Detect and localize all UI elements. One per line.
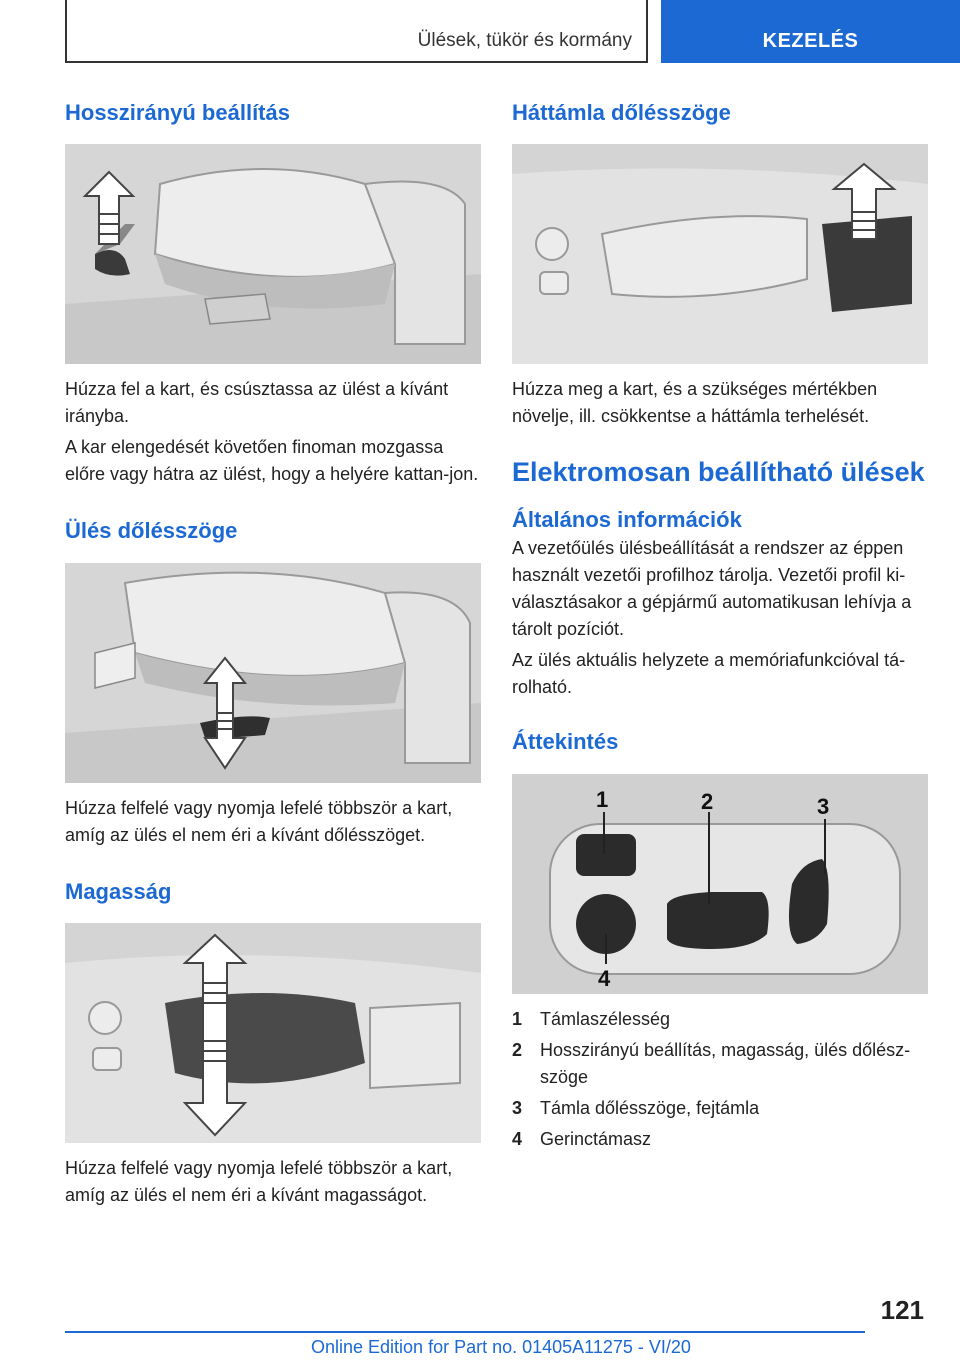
heading-electric-seats: Elektromosan beállítható ülések — [512, 457, 925, 488]
heading-longitudinal: Hosszirányú beállítás — [65, 100, 290, 125]
heading-backrest-tilt: Háttámla dőlésszöge — [512, 100, 731, 125]
figure-seat-height — [65, 923, 481, 1143]
paragraph: Az ülés aktuális helyzete a memóriafunkcióval tá-rolható. — [512, 650, 906, 698]
paragraph: A vezetőülés ülésbeállítását a rendszer az éppen használt vezetői profilhoz tárolja. Vezetői profil ki-választásakor a gépjármű automatikusan lehívja a tárolt pozíciót. — [512, 538, 912, 640]
legend-text: Gerinctámasz — [540, 1128, 652, 1149]
section-label: KEZELÉS — [762, 30, 859, 52]
paragraph: Húzza fel a kart, és csúsztassa az ülést a kívánt irányba. — [65, 379, 449, 427]
callout-3: 3 — [817, 793, 830, 819]
figure-seat-tilt — [65, 563, 481, 783]
paragraph: A kar elengedését követően finoman mozgassa előre vagy hátra az ülést, hogy a helyére kattan-jon. — [65, 437, 479, 485]
right-column — [512, 100, 928, 1153]
callout-2: 2 — [701, 788, 714, 814]
footer-divider — [65, 1331, 865, 1333]
heading-height: Magasság — [65, 878, 172, 904]
legend-number: 4 — [512, 1128, 523, 1149]
legend-text: Hosszirányú beállítás, magasság, ülés dőlész-szöge — [540, 1039, 911, 1087]
legend-text: Támlaszélesség — [540, 1008, 671, 1029]
header-chapter-box — [65, 0, 648, 63]
left-column — [65, 100, 481, 1209]
heading-seat-tilt: Ülés dőlésszöge — [65, 518, 238, 544]
legend-number: 2 — [512, 1039, 523, 1060]
legend-item — [512, 1037, 928, 1091]
header-section-tab — [661, 0, 960, 63]
footer-edition-text: Online Edition for Part no. 01405A11275 - VI/20 — [311, 1337, 691, 1357]
callout-1: 1 — [596, 786, 609, 812]
legend-number: 3 — [512, 1097, 523, 1118]
legend-item — [512, 1095, 928, 1122]
figure-seat-controls-overview — [512, 774, 928, 994]
legend-item — [512, 1006, 928, 1033]
legend-number: 1 — [512, 1008, 523, 1029]
paragraph: Húzza felfelé vagy nyomja lefelé többször a kart, amíg az ülés el nem éri a kívánt dőlésszöget. — [65, 797, 453, 845]
callout-4: 4 — [598, 965, 611, 991]
chapter-title: Ülések, tükör és kormány — [417, 30, 632, 51]
legend-list — [512, 1006, 928, 1153]
page-number: 121 — [880, 1295, 924, 1325]
heading-general-info: Általános információk — [512, 506, 742, 532]
paragraph: Húzza meg a kart, és a szükséges mértékben növelje, ill. csökkentse a háttámla terhelését. — [512, 379, 878, 427]
figure-seat-longitudinal — [65, 144, 481, 364]
legend-text: Támla dőlésszöge, fejtámla — [540, 1097, 760, 1118]
legend-item — [512, 1126, 928, 1153]
figure-backrest-tilt — [512, 144, 928, 364]
paragraph: Húzza felfelé vagy nyomja lefelé többször a kart, amíg az ülés el nem éri a kívánt magasságot. — [65, 1158, 453, 1206]
heading-overview: Áttekintés — [512, 729, 619, 755]
